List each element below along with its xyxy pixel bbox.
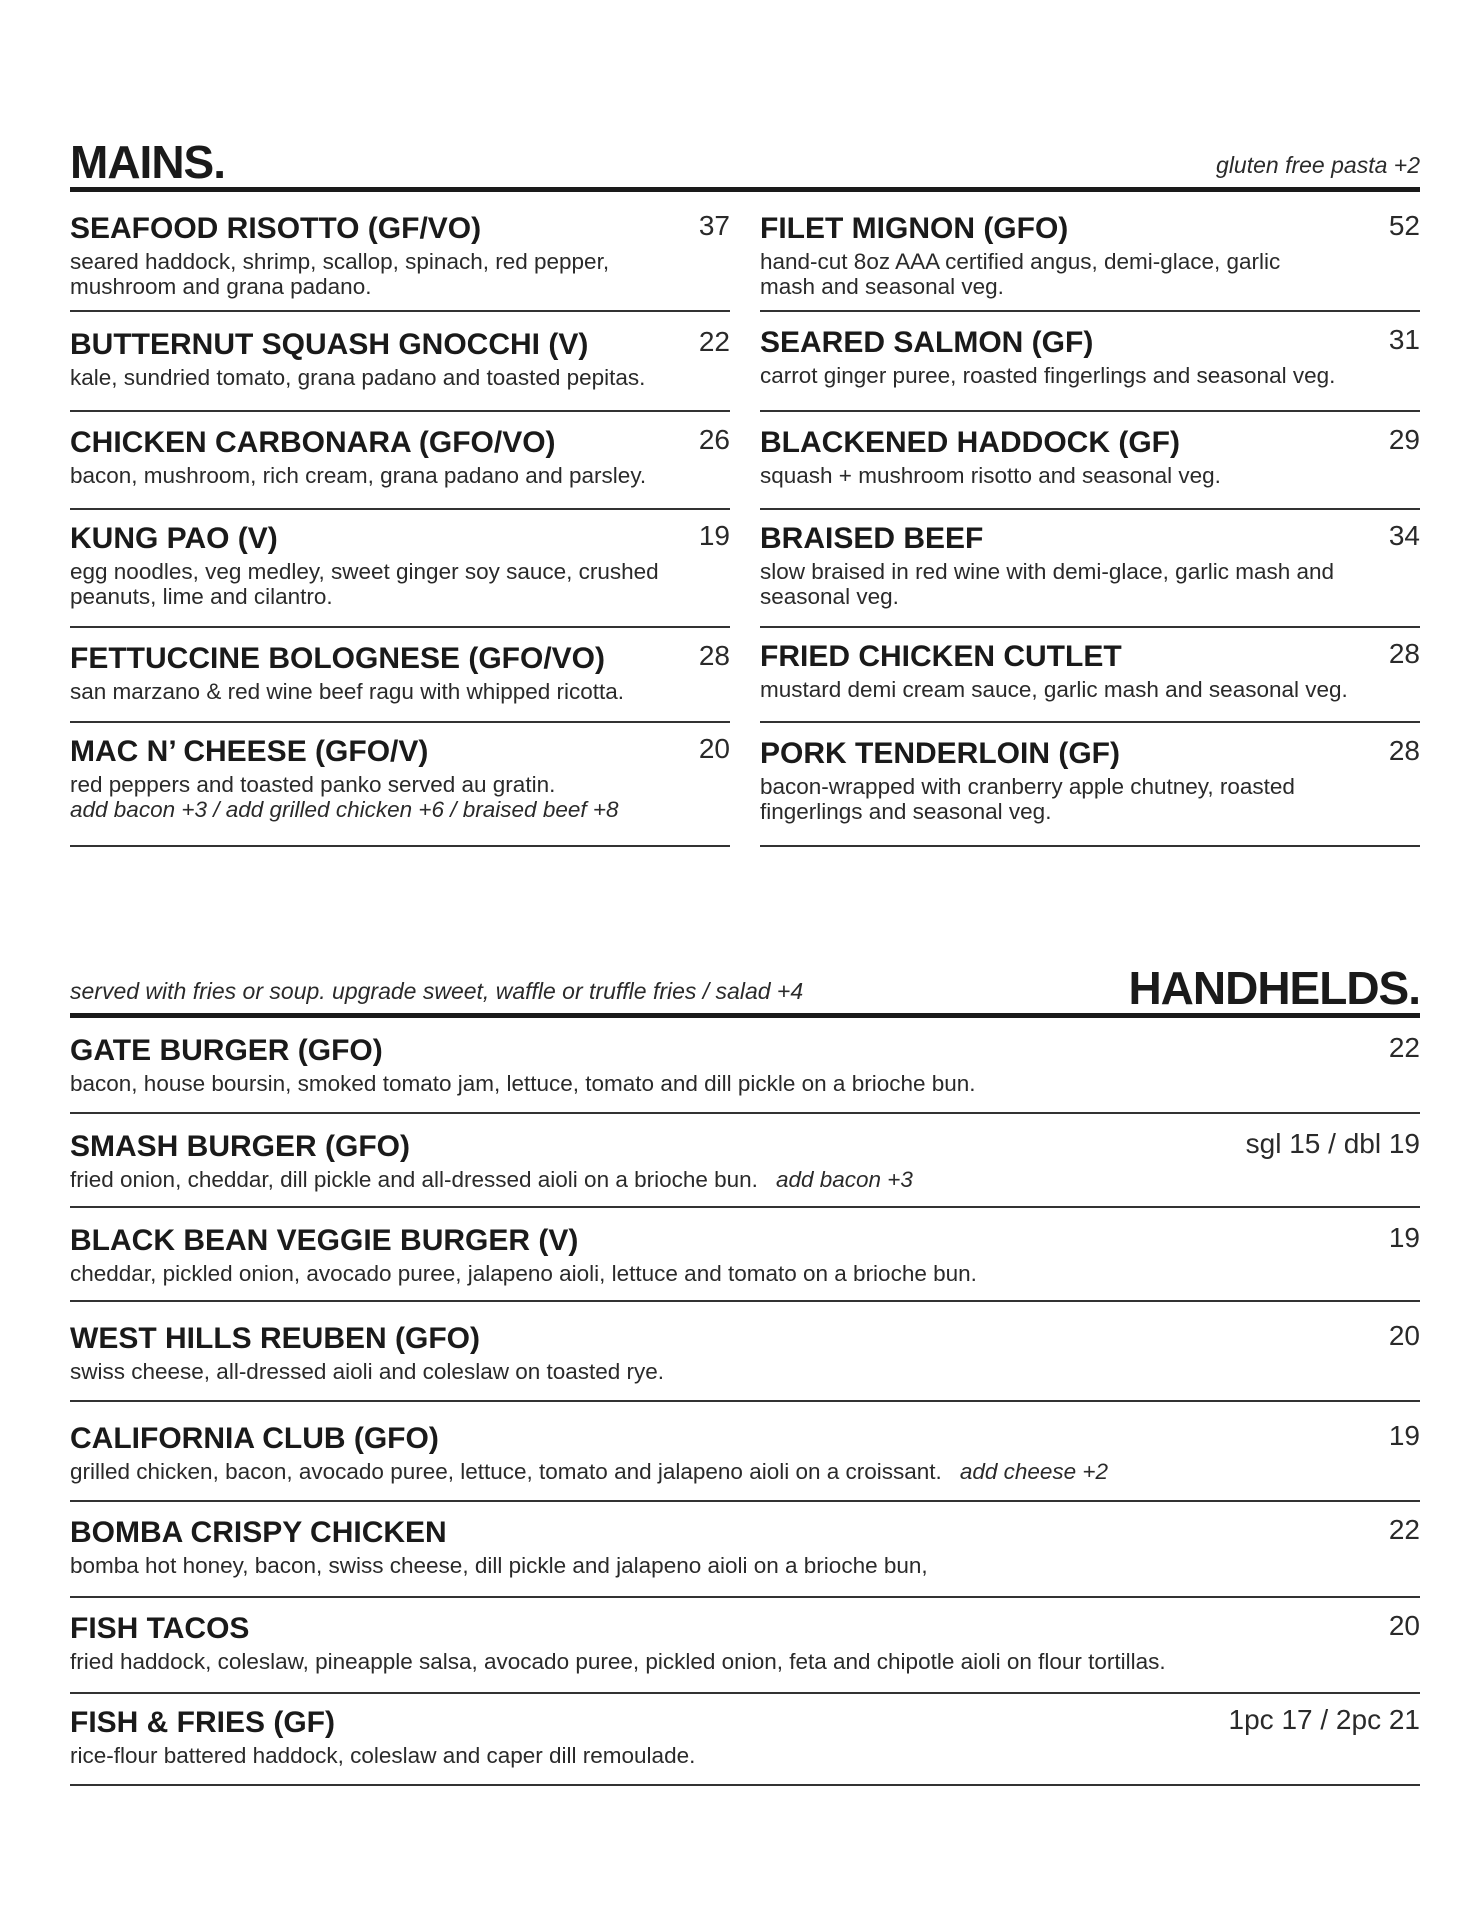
mains-note: gluten free pasta +2 [1216,152,1420,178]
menu-item [70,510,730,628]
item-price: 22 [1388,1514,1420,1545]
item-name: SEAFOOD RISOTTO (GF/VO) [70,212,482,245]
item-description-text: cheddar, pickled onion, avocado puree, jalapeno aioli, lettuce and tomato on a brioche bun. [70,1261,977,1286]
menu-item [70,1694,1420,1786]
item-price: 28 [1388,735,1420,766]
item-name: SEARED SALMON (GF) [760,326,1094,359]
item-description [70,1459,1420,1485]
item-description [70,1359,1420,1385]
handhelds-header [70,958,1420,1018]
item-price: 19 [698,520,730,551]
menu-item [70,1502,1420,1598]
item-price: 1pc 17 / 2pc 21 [1228,1704,1420,1735]
item-description-text: fried haddock, coleslaw, pineapple salsa, avocado puree, pickled onion, feta and chipotle aioli on flour tortillas. [70,1649,1166,1674]
item-price: 22 [698,326,730,357]
item-name: FILET MIGNON (GFO) [760,212,1069,245]
item-price: sgl 15 / dbl 19 [1245,1128,1420,1159]
mains-header [70,132,1420,192]
item-description: san marzano & red wine beef ragu with whipped ricotta. [70,679,625,704]
item-description: slow braised in red wine with demi-glace, garlic mash and seasonal veg. [760,559,1335,610]
item-description: bacon-wrapped with cranberry apple chutney, roasted fingerlings and seasonal veg. [760,774,1295,825]
item-price: 28 [698,640,730,671]
item-description [70,1261,1420,1287]
item-name: BOMBA CRISPY CHICKEN [70,1516,447,1549]
item-name: WEST HILLS REUBEN (GFO) [70,1322,480,1355]
item-description-text: swiss cheese, all-dressed aioli and coleslaw on toasted rye. [70,1359,665,1384]
item-price: 22 [1388,1032,1420,1063]
menu-item [760,723,1420,847]
handhelds-title: HANDHELDS. [1128,962,1420,1014]
item-description [70,1649,1420,1675]
item-name: BRAISED BEEF [760,522,984,555]
item-description-text: grilled chicken, bacon, avocado puree, lettuce, tomato and jalapeno aioli on a croissant. [70,1459,942,1484]
menu-item [760,312,1420,412]
item-description: mustard demi cream sauce, garlic mash and seasonal veg. [760,677,1348,702]
item-description: kale, sundried tomato, grana padano and toasted pepitas. [70,365,646,390]
item-description: bacon, mushroom, rich cream, grana padano and parsley. [70,463,647,488]
item-name: FETTUCCINE BOLOGNESE (GFO/VO) [70,642,606,675]
menu-item [70,1114,1420,1208]
item-price: 19 [1388,1222,1420,1253]
menu-item [760,412,1420,510]
item-description [70,1743,1420,1769]
item-price: 37 [698,210,730,241]
item-description: egg noodles, veg medley, sweet ginger soy sauce, crushed peanuts, lime and cilantro. [70,559,659,610]
menu-item [70,1208,1420,1302]
item-name: CHICKEN CARBONARA (GFO/VO) [70,426,556,459]
menu-item [760,510,1420,628]
item-name: FRIED CHICKEN CUTLET [760,640,1122,673]
handhelds-note: served with fries or soup. upgrade sweet, waffle or truffle fries / salad +4 [70,978,804,1004]
menu-item [70,723,730,847]
item-name: MAC N’ CHEESE (GFO/V) [70,735,429,768]
menu-item [70,1302,1420,1402]
item-price: 20 [1388,1320,1420,1351]
item-name: BUTTERNUT SQUASH GNOCCHI (V) [70,328,589,361]
menu-item [70,312,730,412]
item-description: squash + mushroom risotto and seasonal veg. [760,463,1221,488]
item-name: BLACKENED HADDOCK (GF) [760,426,1180,459]
menu-item [70,412,730,510]
item-price: 52 [1388,210,1420,241]
mains-title: MAINS. [70,136,225,188]
item-name: BLACK BEAN VEGGIE BURGER (V) [70,1224,579,1257]
item-price: 34 [1388,520,1420,551]
item-description: red peppers and toasted panko served au gratin. [70,772,556,797]
item-price: 20 [1388,1610,1420,1641]
mains-left-column [70,200,730,847]
item-description-text: fried onion, cheddar, dill pickle and all-dressed aioli on a brioche bun. [70,1167,758,1192]
item-addon: add bacon +3 / add grilled chicken +6 / braised beef +8 [70,797,619,823]
item-description-text: bomba hot honey, bacon, swiss cheese, dill pickle and jalapeno aioli on a brioche bun, [70,1553,928,1578]
item-description-text: bacon, house boursin, smoked tomato jam, lettuce, tomato and dill pickle on a brioche bun. [70,1071,976,1096]
item-name: KUNG PAO (V) [70,522,278,555]
item-addon: add cheese +2 [959,1459,1109,1484]
menu-item [70,1022,1420,1114]
item-description: hand-cut 8oz AAA certified angus, demi-glace, garlic mash and seasonal veg. [760,249,1281,300]
menu-item [760,628,1420,723]
mains-right-column [760,200,1420,847]
menu-page [70,0,1420,1920]
item-name: PORK TENDERLOIN (GF) [760,737,1120,770]
item-price: 20 [698,733,730,764]
item-price: 31 [1388,324,1420,355]
item-description [70,1071,1420,1097]
item-price: 28 [1388,638,1420,669]
item-addon: add bacon +3 [775,1167,913,1192]
item-price: 26 [698,424,730,455]
handhelds-list [70,1022,1420,1786]
item-name: GATE BURGER (GFO) [70,1034,383,1067]
item-name: CALIFORNIA CLUB (GFO) [70,1422,439,1455]
item-description-text: rice-flour battered haddock, coleslaw and caper dill remoulade. [70,1743,696,1768]
item-name: SMASH BURGER (GFO) [70,1130,410,1163]
item-name: FISH TACOS [70,1612,250,1645]
menu-item [760,200,1420,312]
menu-item [70,1402,1420,1502]
menu-item [70,1598,1420,1694]
item-description [70,1553,1420,1579]
item-description: carrot ginger puree, roasted fingerlings and seasonal veg. [760,363,1336,388]
item-name: FISH & FRIES (GF) [70,1706,335,1739]
item-description [70,1167,1420,1193]
item-price: 29 [1388,424,1420,455]
item-description: seared haddock, shrimp, scallop, spinach, red pepper, mushroom and grana padano. [70,249,610,300]
menu-item [70,628,730,723]
item-price: 19 [1388,1420,1420,1451]
menu-item [70,200,730,312]
